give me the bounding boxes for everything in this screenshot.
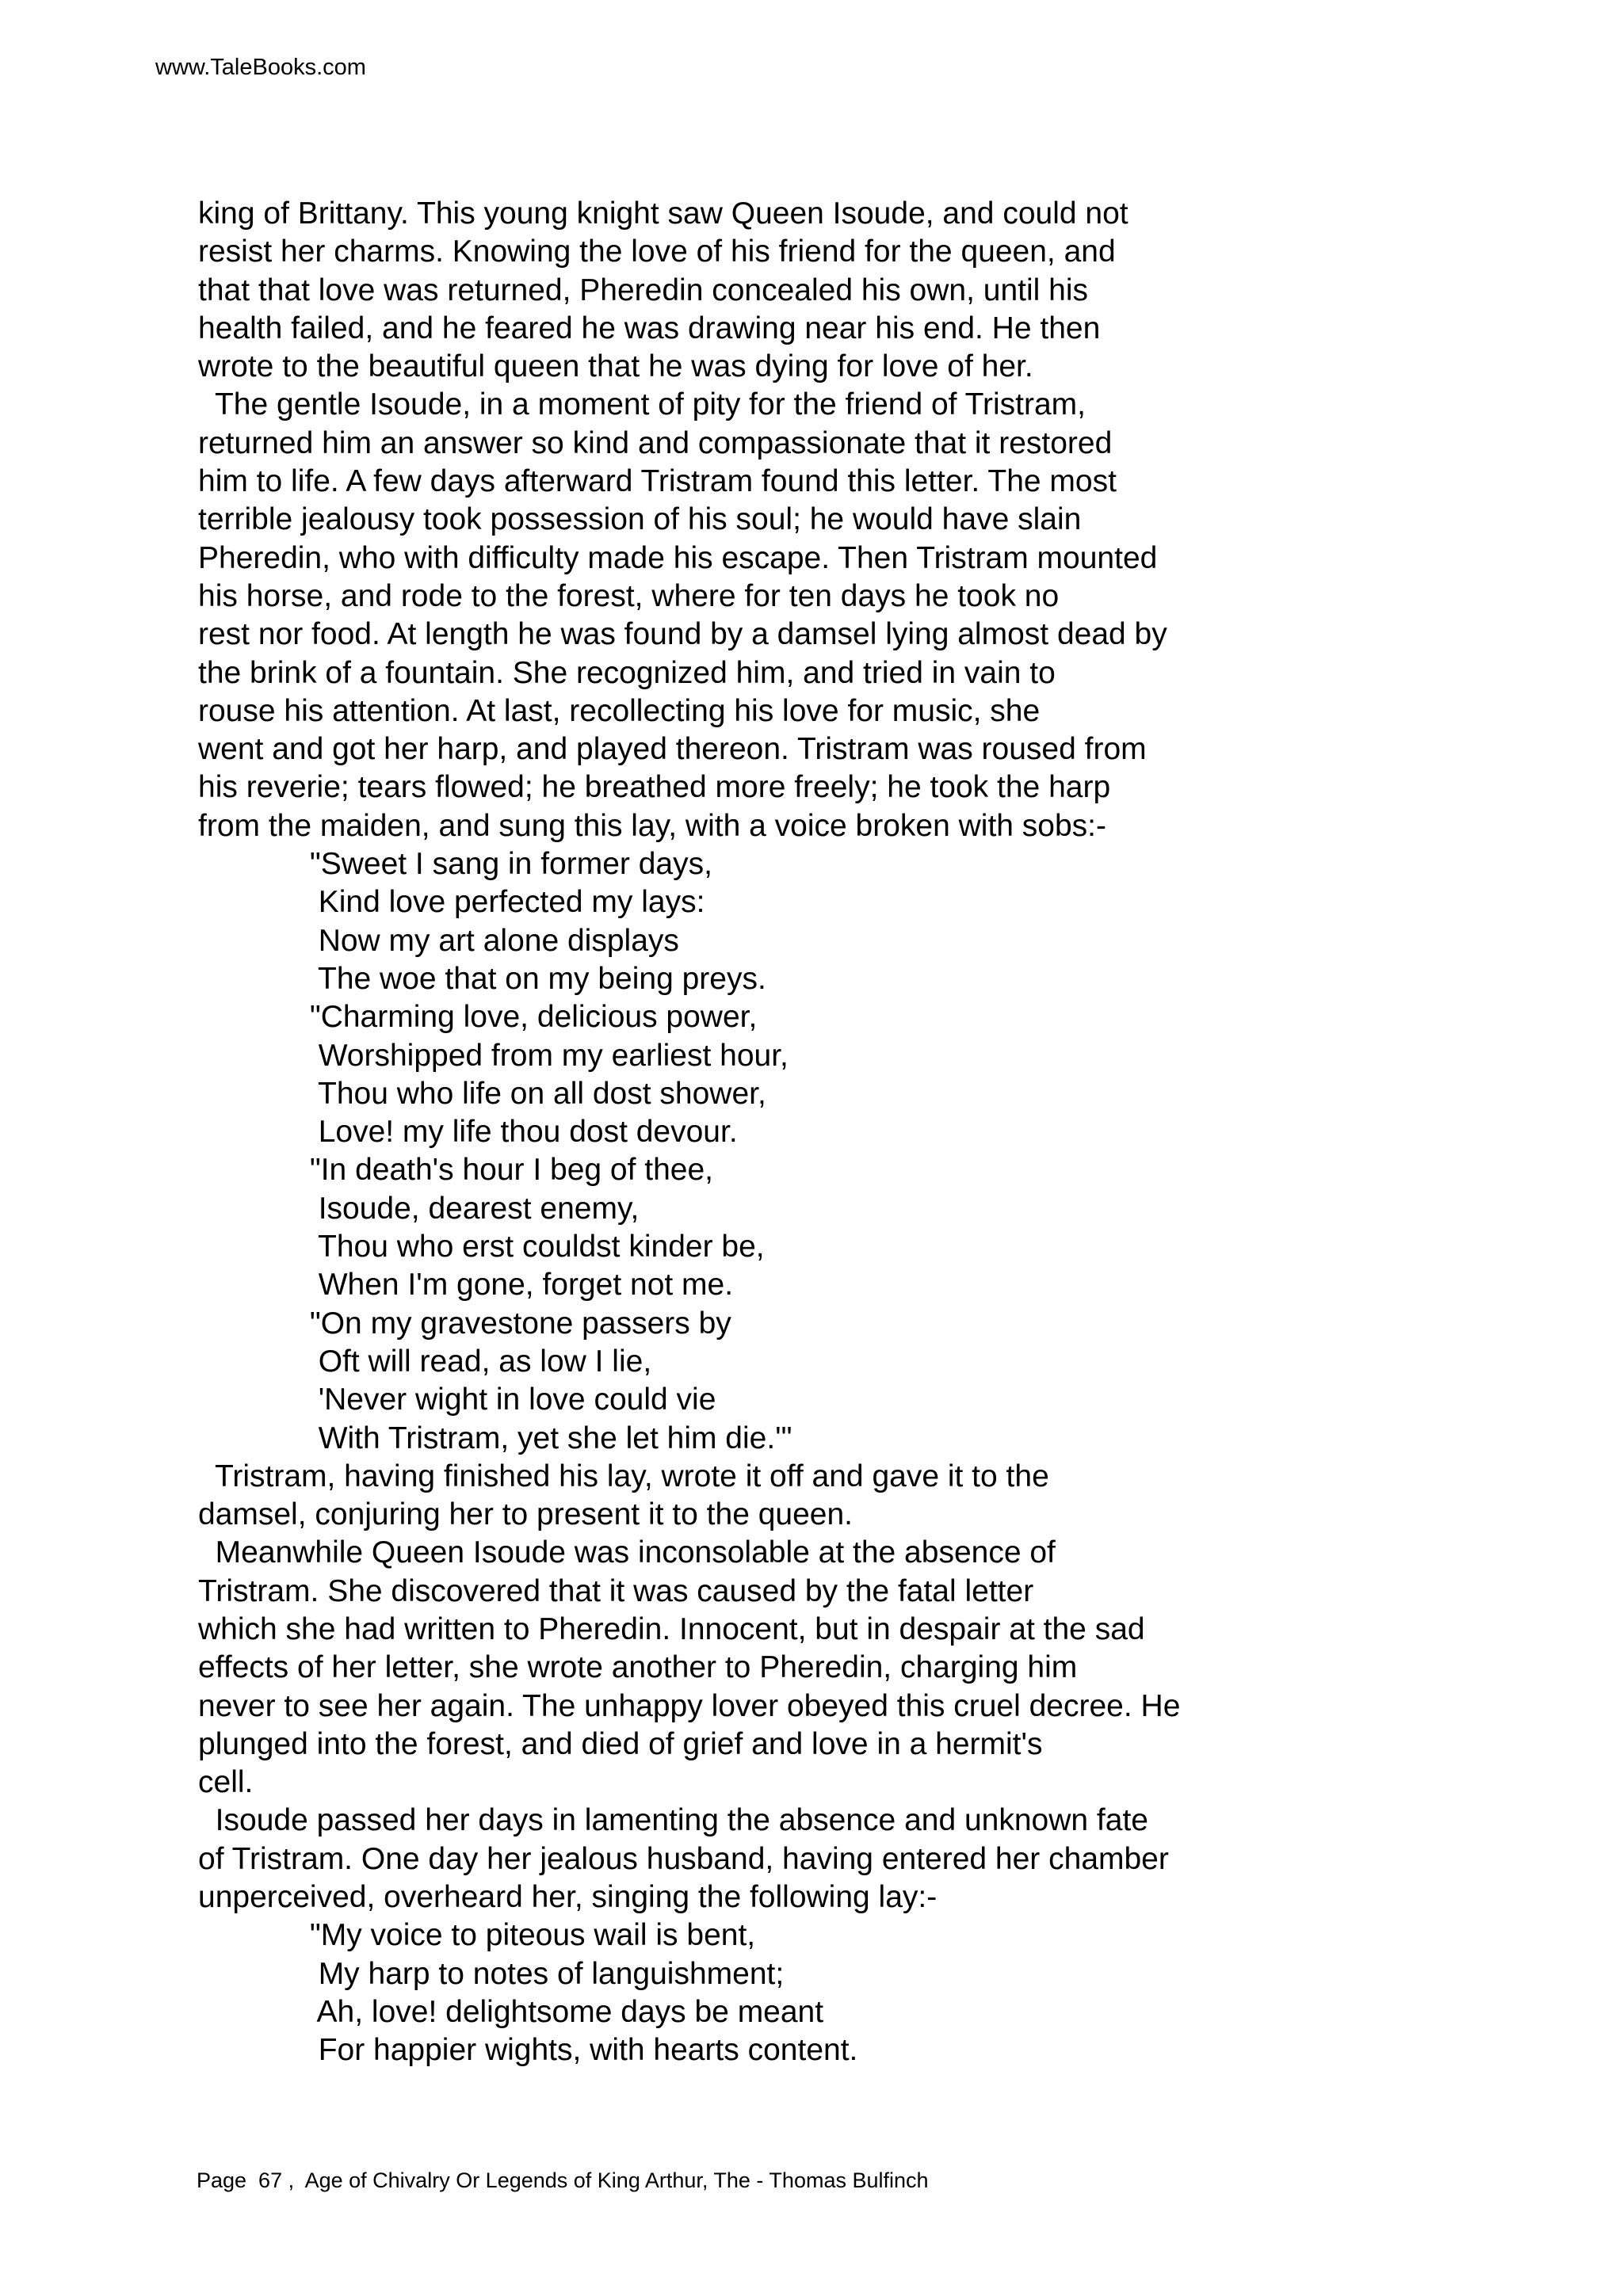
text-line: My harp to notes of languishment; — [198, 1956, 785, 1991]
text-line: plunged into the forest, and died of grief and love in a hermit's — [198, 1726, 1043, 1761]
text-line: returned him an answer so kind and compassionate that it restored — [198, 425, 1113, 460]
text-line: Tristram. She discovered that it was caused by the fatal letter — [198, 1573, 1034, 1608]
text-line: The gentle Isoude, in a moment of pity for the friend of Tristram, — [198, 387, 1086, 422]
text-line: Pheredin, who with difficulty made his escape. Then Tristram mounted — [198, 540, 1158, 575]
text-line: Thou who erst couldst kinder be, — [198, 1230, 765, 1264]
text-line: Oft will read, as low I lie, — [198, 1344, 652, 1379]
text-line: which she had written to Pheredin. Innocent, but in despair at the sad — [198, 1611, 1145, 1646]
text-line: from the maiden, and sung this lay, with a voice broken with sobs:- — [198, 808, 1107, 843]
text-line: Love! my life thou dost devour. — [198, 1115, 738, 1150]
text-line: him to life. A few days afterward Tristram found this letter. The most — [198, 464, 1117, 499]
text-line: When I'm gone, forget not me. — [198, 1268, 734, 1302]
text-line: "In death's hour I beg of thee, — [198, 1153, 714, 1188]
site-url: www.TaleBooks.com — [155, 55, 366, 80]
text-line: Isoude passed her days in lamenting the absence and unknown fate — [198, 1803, 1148, 1838]
text-line: of Tristram. One day her jealous husband, having entered her chamber — [198, 1841, 1169, 1876]
text-line: resist her charms. Knowing the love of his friend for the queen, and — [198, 235, 1116, 269]
text-line: wrote to the beautiful queen that he was dying for love of her. — [198, 349, 1033, 384]
text-line: never to see her again. The unhappy lover obeyed this cruel decree. He — [198, 1688, 1181, 1723]
text-line: that that love was returned, Pheredin concealed his own, until his — [198, 273, 1089, 307]
page-footer: Page 67 , Age of Chivalry Or Legends of King Arthur, The - Thomas Bulfinch — [197, 2168, 929, 2192]
text-line: Meanwhile Queen Isoude was inconsolable at the absence of — [198, 1535, 1056, 1570]
text-line: rouse his attention. At last, recollecting his love for music, she — [198, 693, 1041, 728]
text-line: unperceived, overheard her, singing the following lay:- — [198, 1880, 938, 1915]
text-line: terrible jealousy took possession of his soul; he would have slain — [198, 502, 1082, 537]
text-line: "My voice to piteous wail is bent, — [198, 1918, 756, 1953]
text-line: cell. — [198, 1765, 254, 1800]
text-line: king of Brittany. This young knight saw Queen Isoude, and could not — [198, 196, 1128, 231]
text-line: The woe that on my being preys. — [198, 961, 766, 996]
text-line: rest nor food. At length he was found by a damsel lying almost dead by — [198, 617, 1167, 652]
text-line: Thou who life on all dost shower, — [198, 1076, 766, 1111]
text-line: went and got her harp, and played thereon. Tristram was roused from — [198, 732, 1147, 767]
text-line: Kind love perfected my lays: — [198, 885, 705, 920]
text-line: effects of her letter, she wrote another to Pheredin, charging him — [198, 1650, 1078, 1685]
text-line: Isoude, dearest enemy, — [198, 1191, 640, 1226]
text-line: "On my gravestone passers by — [198, 1306, 731, 1341]
text-line: Tristram, having finished his lay, wrote it off and gave it to the — [198, 1459, 1049, 1493]
page-body-text — [198, 195, 1434, 2070]
text-line: "Sweet I sang in former days, — [198, 847, 712, 882]
text-line: health failed, and he feared he was drawing near his end. He then — [198, 311, 1101, 345]
text-line: the brink of a fountain. She recognized him, and tried in vain to — [198, 655, 1056, 690]
text-line: Now my art alone displays — [198, 923, 679, 958]
text-line: his reverie; tears flowed; he breathed more freely; he took the harp — [198, 770, 1111, 805]
text-line: his horse, and rode to the forest, where for ten days he took no — [198, 578, 1060, 613]
text-line: 'Never wight in love could vie — [198, 1383, 716, 1417]
text-line: damsel, conjuring her to present it to the queen. — [198, 1497, 854, 1532]
text-line: "Charming love, delicious power, — [198, 1000, 758, 1035]
text-line: Ah, love! delightsome days be meant — [198, 1994, 824, 2029]
text-line: Worshipped from my earliest hour, — [198, 1038, 789, 1073]
text-line: For happier wights, with hearts content. — [198, 2033, 858, 2068]
text-line: With Tristram, yet she let him die.'" — [198, 1421, 792, 1455]
